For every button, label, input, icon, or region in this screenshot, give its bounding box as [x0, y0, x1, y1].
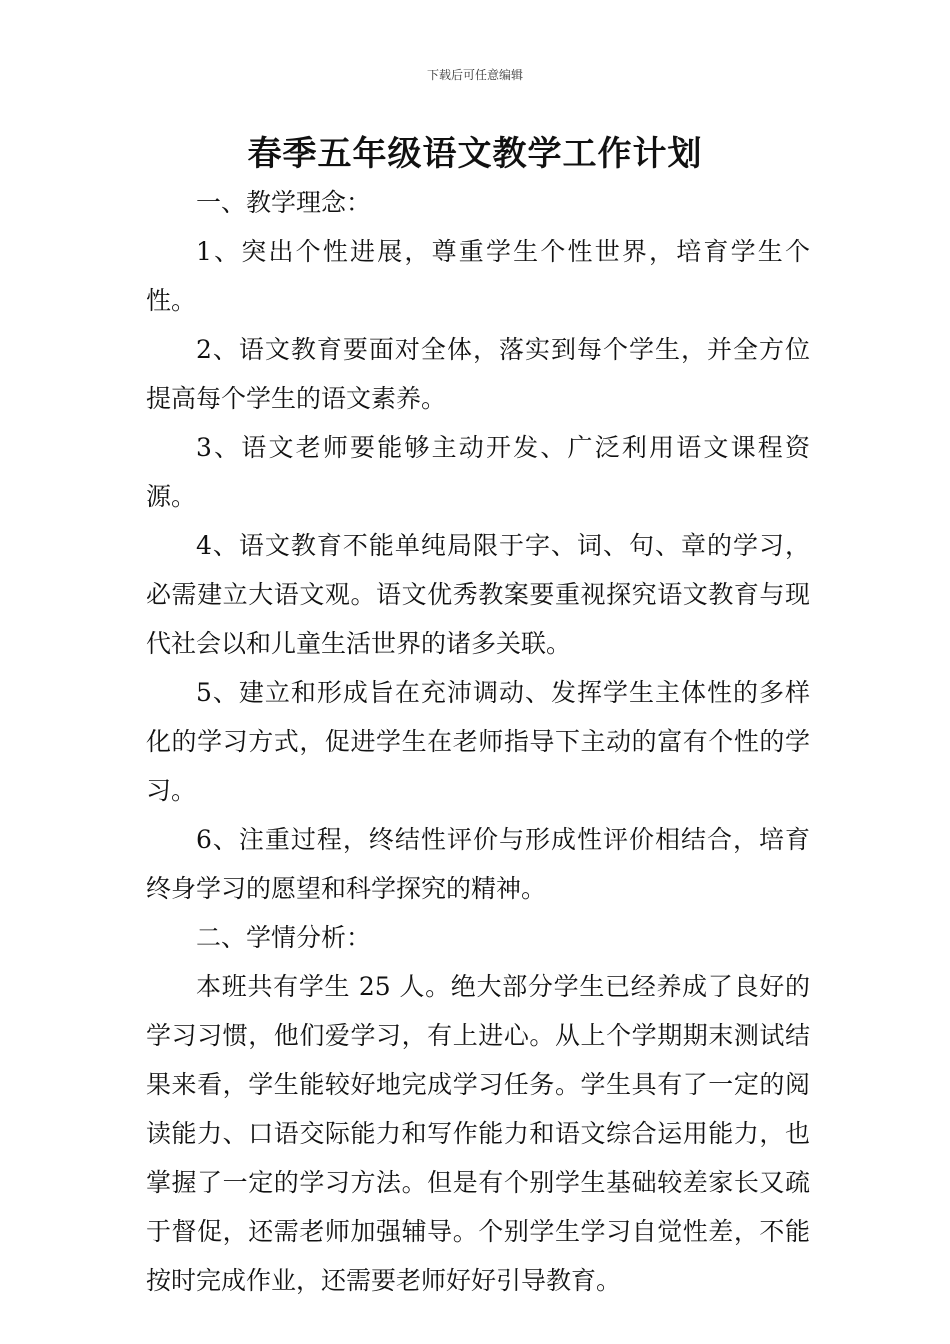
paragraph-item-5: 5、建立和形成旨在充沛调动、发挥学生主体性的多样化的学习方式，促进学生在老师指导下主动的富有个性的学习。	[146, 678, 810, 805]
paragraph-item-6: 6、注重过程，终结性评价与形成性评价相结合，培育终身学习的愿望和科学探究的精神。	[146, 825, 810, 903]
document-body	[146, 178, 810, 1305]
document-title: 春季五年级语文教学工作计划	[247, 134, 703, 174]
paragraph-item-3: 3、语文老师要能够主动开发、广泛利用语文课程资源。	[146, 433, 810, 511]
paragraph-student-analysis: 本班共有学生 25 人。绝大部分学生已经养成了良好的学习习惯，他们爱学习，有上进心。从上个学期期末测试结果来看，学生能较好地完成学习任务。学生具有了一定的阅读能力、口语交际能力和写作能力和语文综合运用能力，也掌握了一定的学习方法。但是有个别学生基础较差家长又疏于督促，还需老师加强辅导。个别学生学习自觉性差，不能按时完成作业，还需要老师好好引导教育。	[146, 972, 810, 1295]
section-heading-student-analysis: 二、学情分析：	[196, 923, 372, 952]
paragraph-item-2: 2、语文教育要面对全体，落实到每个学生，并全方位提高每个学生的语文素养。	[146, 335, 810, 413]
paragraph-item-4: 4、语文教育不能单纯局限于字、词、句、章的学习，必需建立大语文观。语文优秀教案要重视探究语文教育与现代社会以和儿童生活世界的诸多关联。	[146, 531, 810, 658]
header-note: 下载后可任意编辑	[426, 68, 523, 82]
paragraph-item-1: 1、突出个性进展，尊重学生个性世界，培育学生个性。	[146, 237, 810, 315]
section-heading-teaching-philosophy: 一、教学理念：	[196, 188, 372, 217]
